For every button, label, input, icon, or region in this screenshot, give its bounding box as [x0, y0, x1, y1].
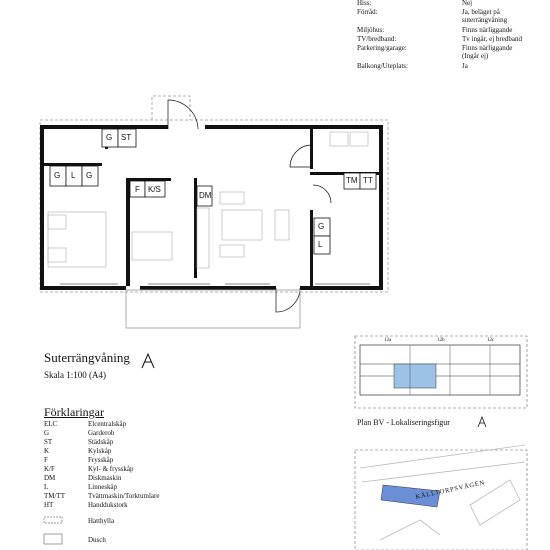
site-map [355, 445, 527, 550]
legend-abbr: G [44, 429, 50, 437]
legend-desc: Linneskåp [88, 483, 118, 491]
legend-desc: Garderob [88, 429, 115, 437]
legend-desc: Kylskåp [88, 447, 112, 455]
label-g1: G [106, 133, 113, 142]
highlighted-unit [394, 364, 436, 388]
info-value-forrad: Ja, beläget på suterrängvåning [462, 8, 508, 24]
info-label-forrad: Förråd: [357, 8, 378, 16]
legend-desc: Elcentralskåp [88, 420, 127, 428]
label-f: F [135, 185, 140, 194]
legend-abbr: DM [44, 474, 56, 482]
label-st: ST [121, 133, 132, 142]
legend-desc: Frysskåp [88, 456, 114, 464]
street-label: KÄLLTORPSVÄGEN [415, 479, 486, 501]
interior-walls [44, 129, 380, 286]
label-g4: G [318, 222, 325, 231]
label-tt: TT [363, 176, 373, 185]
label-g3: G [86, 171, 93, 180]
legend-title: Förklaringar [44, 405, 104, 419]
legend-desc: Dusch [88, 536, 106, 544]
patio [126, 290, 300, 328]
outer-walls [40, 125, 383, 290]
legend-desc: Handdukstork [88, 501, 128, 509]
label-ks: K/S [148, 185, 161, 194]
info-value-tv: Tv ingår, ej bredband [462, 35, 522, 43]
legend-abbr: HT [44, 501, 54, 509]
windows [60, 160, 381, 284]
legend-abbr: K/F [44, 465, 55, 473]
info-label-miljohus: Miljöhus: [357, 26, 385, 34]
info-label-tv: TV/bredband: [357, 35, 397, 43]
legend-abbr: L [44, 483, 49, 491]
unit-label: 12b [437, 338, 445, 343]
legend-desc: Städskåp [88, 438, 114, 446]
north-arrow-small-icon [476, 416, 488, 428]
info-label-balkong: Balkong/Uteplats: [357, 62, 408, 70]
label-l1: L [71, 171, 76, 180]
legend-desc: Hatthylla [88, 517, 115, 525]
info-value-hiss: Nej [462, 0, 473, 7]
label-dm: DM [199, 191, 212, 200]
doors [168, 100, 331, 312]
legend-abbr: K [44, 447, 50, 455]
unit-label: 12a [384, 338, 392, 343]
legend-symbols [44, 517, 62, 544]
legend-abbr: F [44, 456, 48, 464]
legend-abbr: TM/TT [44, 492, 65, 500]
info-value-miljohus: Finns närliggande [462, 26, 513, 34]
legend-desc: Tvättmaskin/Torktumlare [88, 492, 160, 500]
legend-abbr: ELC [44, 420, 58, 428]
plan-scale: Skala 1:100 (A4) [44, 370, 106, 380]
location-plan [355, 336, 527, 408]
legend-abbr: ST [44, 438, 53, 446]
plan-title: Suterrängvåning [44, 350, 130, 365]
info-label-hiss: Hiss: [357, 0, 372, 7]
legend-desc: Kyl- & frysskåp [88, 465, 134, 473]
label-g2: G [54, 171, 61, 180]
north-arrow-icon [140, 352, 156, 370]
label-l2: L [318, 240, 323, 249]
label-tm: TM [346, 176, 358, 185]
legend-desc: Diskmaskin [88, 474, 122, 482]
info-value-balkong: Ja [462, 62, 468, 70]
info-label-parkering: Parkering/garage: [357, 44, 407, 52]
unit-label: 12c [487, 338, 495, 343]
location-figure-label: Plan BV - Lokaliseringsfigur [357, 418, 450, 427]
info-value-parkering: Finns närliggande (Ingår ej) [462, 44, 513, 60]
